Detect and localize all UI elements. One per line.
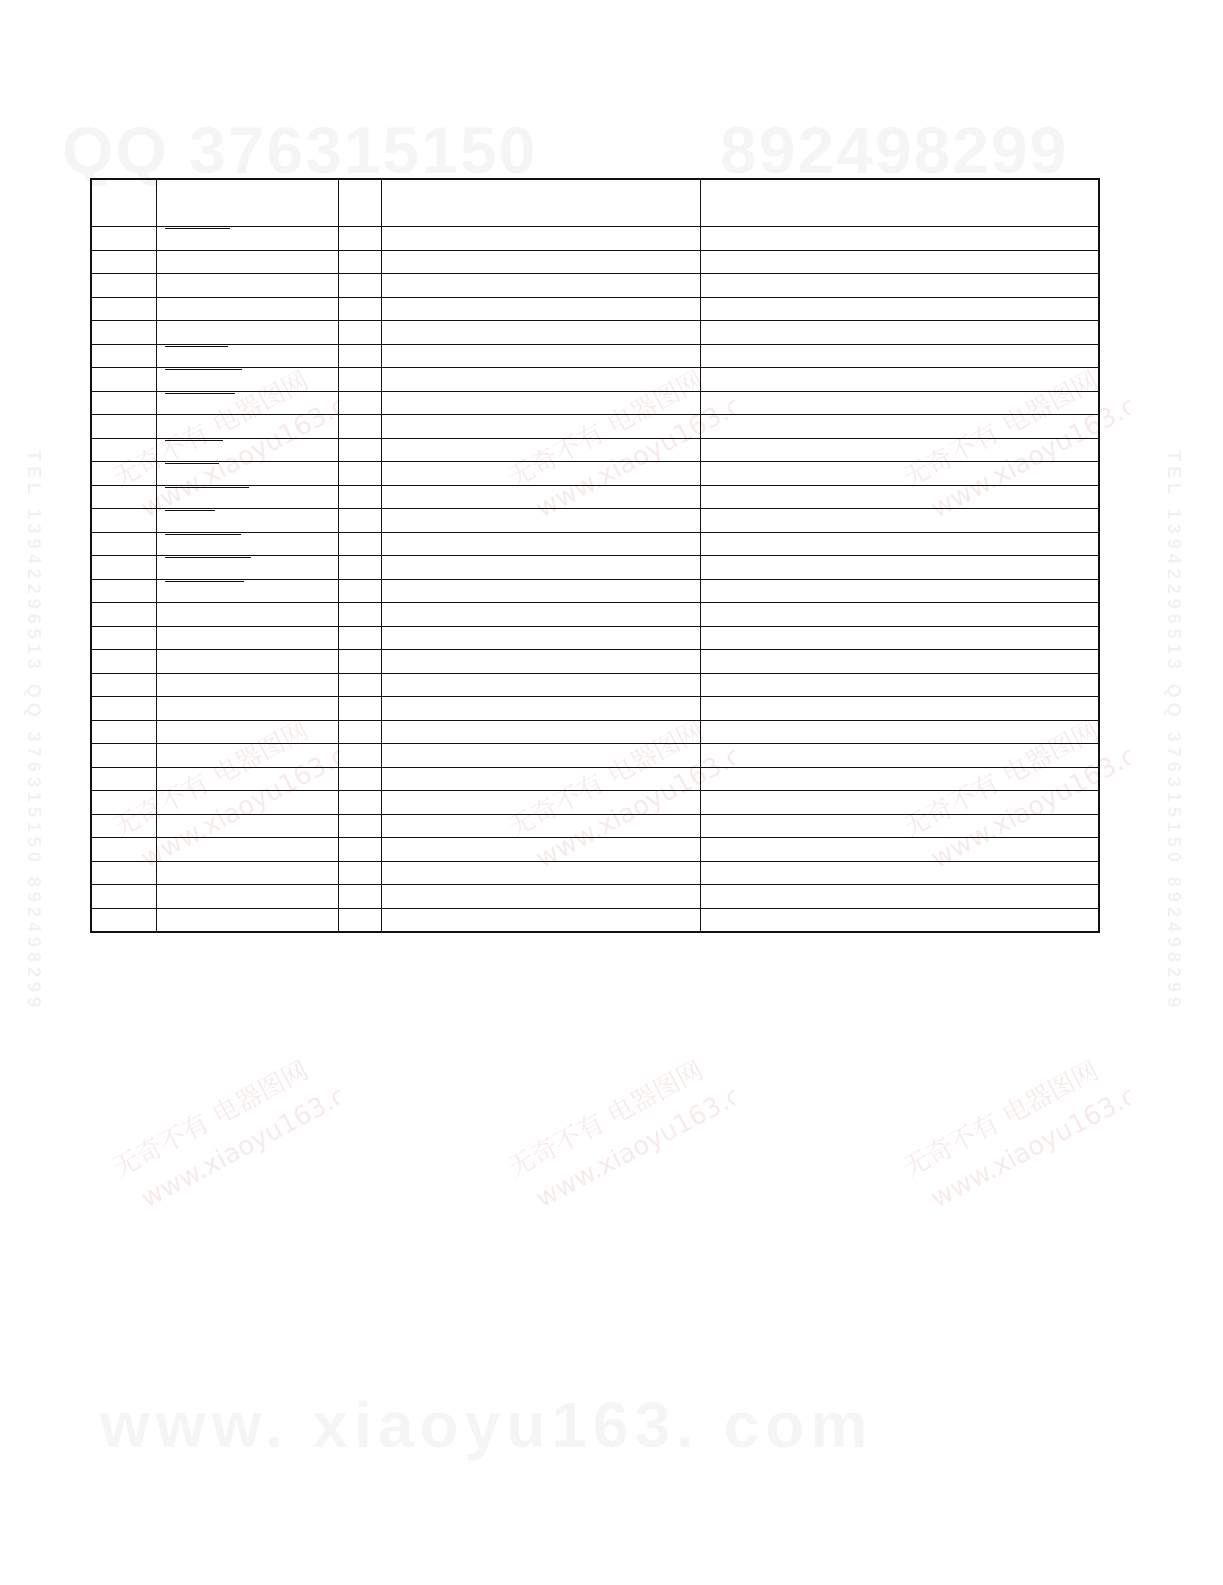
table-cell	[156, 415, 338, 439]
table-cell	[338, 274, 381, 298]
table-cell	[91, 391, 156, 415]
table-row	[91, 603, 1099, 627]
table-cell	[381, 274, 700, 298]
table-cell	[91, 274, 156, 298]
table-cell	[156, 321, 338, 345]
table-cell	[156, 391, 338, 415]
table-cell	[381, 861, 700, 885]
table-cell	[381, 391, 700, 415]
table-row	[91, 579, 1099, 603]
table-cell	[700, 250, 1099, 274]
table-cell	[156, 720, 338, 744]
table-cell	[156, 885, 338, 909]
table-cell	[156, 744, 338, 768]
table-cell	[381, 344, 700, 368]
table-cell	[91, 556, 156, 580]
svg-text:www.xiaoyu163.com: www.xiaoyu163.com	[136, 721, 340, 870]
table-row	[91, 697, 1099, 721]
table-cell	[91, 227, 156, 251]
table-cell	[91, 885, 156, 909]
table-cell	[381, 908, 700, 932]
table-cell	[91, 791, 156, 815]
table-cell	[91, 415, 156, 439]
table-row	[91, 767, 1099, 791]
table-cell	[700, 814, 1099, 838]
table-row	[91, 274, 1099, 298]
table-row	[91, 368, 1099, 392]
table-cell	[91, 861, 156, 885]
table-cell	[338, 297, 381, 321]
table-cell	[156, 650, 338, 674]
table-row	[91, 297, 1099, 321]
table-cell	[381, 556, 700, 580]
overline-mark	[165, 228, 230, 229]
table-cell	[381, 767, 700, 791]
table-cell	[700, 791, 1099, 815]
table-header-row	[91, 179, 1099, 227]
table-cell	[700, 861, 1099, 885]
table-cell	[156, 485, 338, 509]
table-cell	[91, 297, 156, 321]
table-cell	[381, 744, 700, 768]
table-row	[91, 838, 1099, 862]
table-cell	[381, 579, 700, 603]
table-row	[91, 814, 1099, 838]
table-cell	[700, 767, 1099, 791]
table-cell	[700, 391, 1099, 415]
table-cell	[381, 650, 700, 674]
svg-text:无奇不有 电器图网: 无奇不有 电器图网	[898, 720, 1104, 844]
table-cell	[381, 603, 700, 627]
table-cell	[700, 626, 1099, 650]
table-row	[91, 885, 1099, 909]
table-cell	[700, 838, 1099, 862]
table-cell	[338, 838, 381, 862]
table-cell	[156, 697, 338, 721]
table-cell	[156, 462, 338, 486]
table-cell	[156, 838, 338, 862]
table-cell	[700, 720, 1099, 744]
table-cell	[700, 556, 1099, 580]
table-cell	[156, 274, 338, 298]
table-cell	[700, 297, 1099, 321]
table-cell	[381, 415, 700, 439]
table-cell	[91, 179, 156, 227]
table-cell	[91, 908, 156, 932]
table-cell	[91, 720, 156, 744]
table-cell	[156, 814, 338, 838]
table-cell	[381, 838, 700, 862]
watermark-top-left	[62, 112, 537, 188]
table-cell	[91, 744, 156, 768]
table-cell	[91, 532, 156, 556]
table-row	[91, 673, 1099, 697]
table-cell	[338, 415, 381, 439]
table-cell	[156, 673, 338, 697]
table-cell	[91, 509, 156, 533]
table-row	[91, 485, 1099, 509]
svg-text:www.xiaoyu163.com: www.xiaoyu163.com	[531, 1061, 735, 1210]
overline-mark	[165, 393, 235, 394]
table-cell	[381, 297, 700, 321]
table-cell	[700, 227, 1099, 251]
table-cell	[338, 579, 381, 603]
table-cell	[700, 603, 1099, 627]
svg-text:无奇不有 电器图网: 无奇不有 电器图网	[503, 720, 709, 844]
table-cell	[156, 297, 338, 321]
table-cell	[700, 650, 1099, 674]
table-cell	[381, 227, 700, 251]
table-cell	[91, 462, 156, 486]
svg-text:无奇不有 电器图网: 无奇不有 电器图网	[503, 1060, 709, 1184]
table-cell	[700, 438, 1099, 462]
overline-mark	[165, 534, 241, 535]
watermark-bottom	[100, 1388, 873, 1462]
table-cell	[700, 509, 1099, 533]
table-row	[91, 462, 1099, 486]
table-cell	[381, 673, 700, 697]
table-cell	[338, 791, 381, 815]
table-cell	[338, 861, 381, 885]
table-cell	[338, 697, 381, 721]
table-cell	[338, 532, 381, 556]
watermark-side-right: TEL 13942296513 QQ 376315150 892498299	[1164, 450, 1184, 1012]
table-cell	[156, 250, 338, 274]
table-cell	[91, 838, 156, 862]
table-row	[91, 532, 1099, 556]
table-cell	[700, 697, 1099, 721]
overline-mark	[165, 369, 242, 370]
table-row	[91, 344, 1099, 368]
table-cell	[338, 556, 381, 580]
table-cell	[91, 438, 156, 462]
table-cell	[338, 744, 381, 768]
table-cell	[381, 368, 700, 392]
table-row	[91, 227, 1099, 251]
table-cell	[381, 462, 700, 486]
svg-text:无奇不有 电器图网: 无奇不有 电器图网	[108, 370, 314, 494]
svg-text:www.xiaoyu163.com: www.xiaoyu163.com	[926, 721, 1130, 870]
overline-mark	[165, 510, 215, 511]
table-cell	[381, 250, 700, 274]
table-cell	[381, 814, 700, 838]
overline-mark	[165, 346, 228, 347]
table-cell	[700, 673, 1099, 697]
table-cell	[338, 720, 381, 744]
table-cell	[156, 861, 338, 885]
table-cell	[91, 626, 156, 650]
table-cell	[156, 344, 338, 368]
table-cell	[338, 814, 381, 838]
table-cell	[156, 532, 338, 556]
table-cell	[381, 532, 700, 556]
table-row	[91, 556, 1099, 580]
table-cell	[91, 767, 156, 791]
svg-text:无奇不有 电器图网: 无奇不有 电器图网	[503, 370, 709, 494]
table-cell	[156, 438, 338, 462]
table-row	[91, 626, 1099, 650]
table-cell	[338, 485, 381, 509]
table-cell	[338, 344, 381, 368]
table-cell	[338, 603, 381, 627]
table-cell	[338, 626, 381, 650]
table-cell	[381, 791, 700, 815]
table-cell	[156, 908, 338, 932]
table-cell	[91, 603, 156, 627]
table-row	[91, 321, 1099, 345]
table-cell	[700, 885, 1099, 909]
table-cell	[700, 532, 1099, 556]
table-cell	[381, 720, 700, 744]
table-cell	[700, 321, 1099, 345]
pin-function-table	[90, 178, 1100, 933]
table-cell	[91, 814, 156, 838]
table-cell	[700, 274, 1099, 298]
table-cell	[338, 391, 381, 415]
svg-text:www.xiaoyu163.com: www.xiaoyu163.com	[136, 371, 340, 520]
table-row	[91, 744, 1099, 768]
table-cell	[700, 908, 1099, 932]
watermark-side-left: TEL 13942296513 QQ 376315150 892498299	[24, 450, 44, 1012]
table-cell	[338, 227, 381, 251]
overline-mark	[165, 463, 219, 464]
table-cell	[700, 744, 1099, 768]
svg-text:无奇不有 电器图网: 无奇不有 电器图网	[108, 1060, 314, 1184]
stamp-watermark	[80, 1060, 340, 1210]
table-cell	[156, 791, 338, 815]
table-row	[91, 391, 1099, 415]
svg-text:www.xiaoyu163.com: www.xiaoyu163.com	[136, 1061, 340, 1210]
overline-mark	[165, 581, 244, 582]
table-cell	[338, 250, 381, 274]
table-cell	[156, 579, 338, 603]
svg-text:无奇不有 电器图网: 无奇不有 电器图网	[898, 1060, 1104, 1184]
table-cell	[338, 321, 381, 345]
table-row	[91, 791, 1099, 815]
svg-text:www.xiaoyu163.com: www.xiaoyu163.com	[531, 371, 735, 520]
table-cell	[156, 368, 338, 392]
table-row	[91, 509, 1099, 533]
table-cell	[338, 438, 381, 462]
table-cell	[156, 626, 338, 650]
table-cell	[338, 767, 381, 791]
table-cell	[700, 579, 1099, 603]
svg-text:www.xiaoyu163.com: www.xiaoyu163.com	[926, 371, 1130, 520]
table-cell	[381, 885, 700, 909]
svg-text:www.xiaoyu163.com: www.xiaoyu163.com	[926, 1061, 1130, 1210]
table-cell	[338, 179, 381, 227]
table-cell	[156, 509, 338, 533]
table-cell	[700, 415, 1099, 439]
table-cell	[381, 626, 700, 650]
table-cell	[381, 697, 700, 721]
table-cell	[338, 509, 381, 533]
table-row	[91, 415, 1099, 439]
table-cell	[91, 250, 156, 274]
table-cell	[700, 485, 1099, 509]
table-row	[91, 908, 1099, 932]
table-cell	[156, 179, 338, 227]
table-cell	[156, 556, 338, 580]
table-cell	[338, 908, 381, 932]
overline-mark	[165, 440, 223, 441]
table-cell	[91, 321, 156, 345]
table-cell	[338, 885, 381, 909]
table-cell	[91, 344, 156, 368]
table-cell	[381, 485, 700, 509]
table-cell	[156, 767, 338, 791]
table-row	[91, 650, 1099, 674]
overline-mark	[165, 487, 249, 488]
table-cell	[381, 438, 700, 462]
table-row	[91, 438, 1099, 462]
table-cell	[338, 650, 381, 674]
overline-mark	[165, 557, 251, 558]
table-cell	[91, 485, 156, 509]
table-cell	[91, 368, 156, 392]
table-cell	[91, 697, 156, 721]
svg-text:www.xiaoyu163.com: www.xiaoyu163.com	[531, 721, 735, 870]
table-cell	[338, 368, 381, 392]
table-cell	[700, 368, 1099, 392]
table-cell	[338, 673, 381, 697]
table-body	[91, 179, 1099, 932]
table-cell	[381, 321, 700, 345]
table-row	[91, 720, 1099, 744]
table-cell	[91, 673, 156, 697]
table-row	[91, 861, 1099, 885]
svg-text:无奇不有 电器图网: 无奇不有 电器图网	[108, 720, 314, 844]
table-cell	[338, 462, 381, 486]
table-cell	[381, 179, 700, 227]
table-cell	[156, 227, 338, 251]
table-cell	[381, 509, 700, 533]
table-cell	[700, 344, 1099, 368]
watermark-top-right	[720, 112, 1068, 188]
stamp-watermark	[870, 1060, 1130, 1210]
table-row	[91, 250, 1099, 274]
table-cell	[156, 603, 338, 627]
svg-text:无奇不有 电器图网: 无奇不有 电器图网	[898, 370, 1104, 494]
table-cell	[91, 579, 156, 603]
table-cell	[700, 179, 1099, 227]
stamp-watermark	[475, 1060, 735, 1210]
table-cell	[91, 650, 156, 674]
table-cell	[700, 462, 1099, 486]
